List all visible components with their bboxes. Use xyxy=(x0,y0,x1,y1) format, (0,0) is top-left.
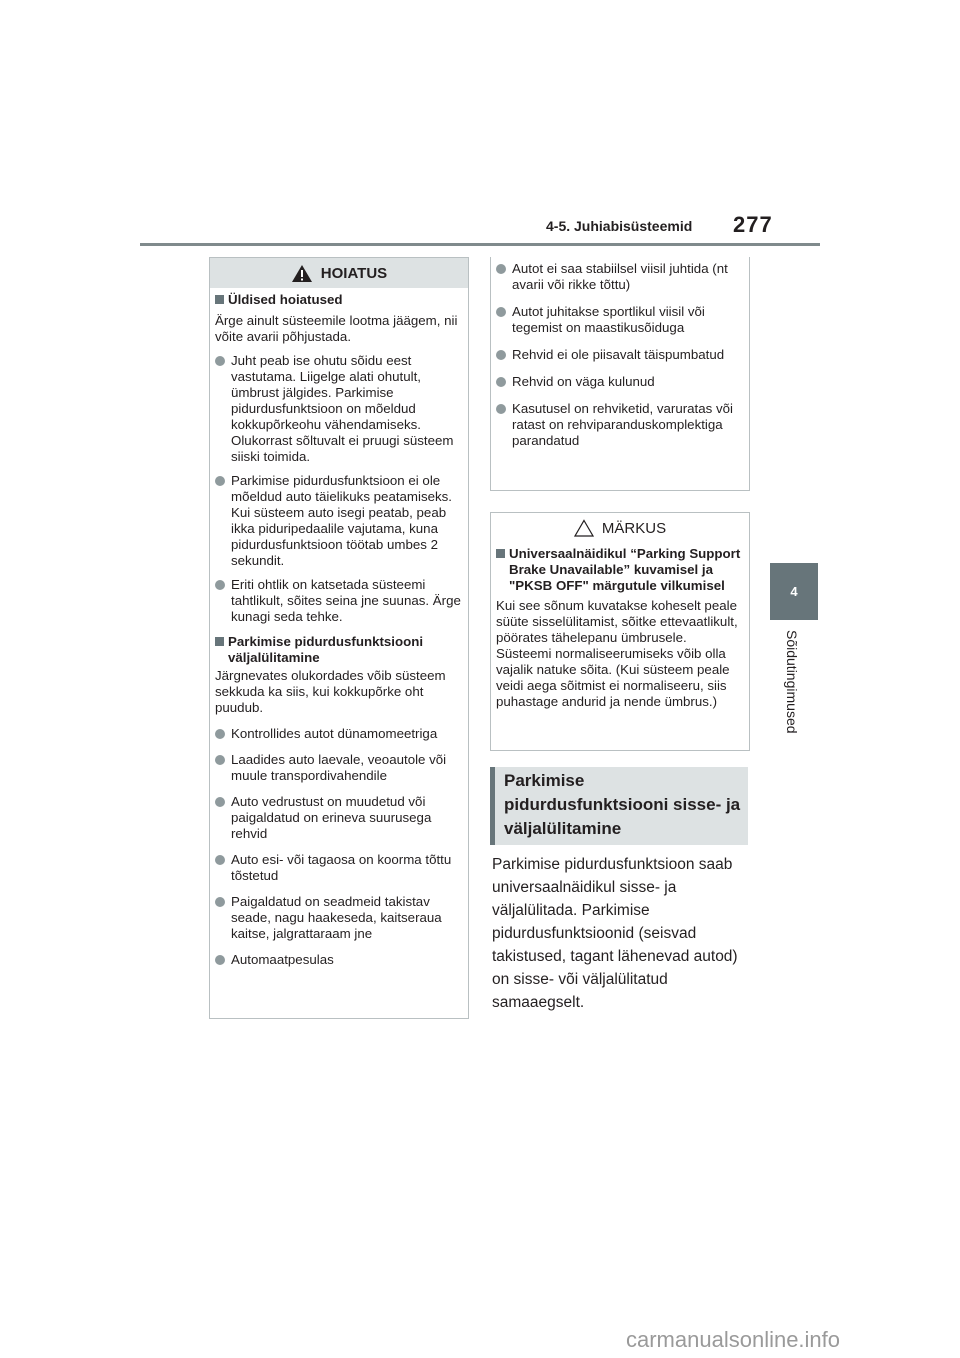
bullet-dot-icon xyxy=(496,377,506,387)
square-bullet-icon xyxy=(496,549,505,558)
bullet-dot-icon xyxy=(215,356,225,366)
list-item: Rehvid on väga kulunud xyxy=(496,374,743,390)
warning-heading-general: Üldised hoiatused xyxy=(215,292,462,308)
bullet-dot-icon xyxy=(215,955,225,965)
notice-heading: Universaalnäidikul “Parking Support Brake Unavailable” kuvamisel ja "PKSB OFF" märgutule vilkumisel xyxy=(496,546,743,594)
notice-paragraph: Kui see sõnum kuvatakse koheselt peale süüte sisselülitamist, sõitke ettevaatlikult, pöörates tähelepanu ümbrusele. Süsteemi normaliseerumiseks võib olla vajalik natuke sõita. (Kui süsteem peale veidi aega sõitmist ei normaliseeru, siis puhastage andurid ja nende ümbrus.) xyxy=(496,598,738,709)
section-header: 4-5. Juhiabisüsteemid xyxy=(546,218,693,234)
list-item: Paigaldatud on seadmeid takistav seade, nagu haakeseda, kaitseraua kaitse, jalgrattaraam jne xyxy=(215,894,462,942)
bullet-dot-icon xyxy=(496,350,506,360)
warning-paragraph: Ärge ainult süsteemile lootma jäägem, nii võite avarii põhjustada. xyxy=(215,313,458,344)
chapter-number: 4 xyxy=(790,584,798,599)
list-item: Autot juhitakse sportlikul viisil või tegemist on maastikusõiduga xyxy=(496,304,743,336)
bullet-dot-icon xyxy=(215,729,225,739)
list-item: Laadides auto laevale, veoautole või muule transpordivahendile xyxy=(215,752,462,784)
bullet-dot-icon xyxy=(215,797,225,807)
bullet-dot-icon xyxy=(215,476,225,486)
notice-box xyxy=(490,512,750,751)
bullet-dot-icon xyxy=(496,404,506,414)
caution-triangle-icon xyxy=(574,519,594,537)
list-item: Rehvid ei ole piisavalt täispumbatud xyxy=(496,347,743,363)
chapter-label-vertical xyxy=(784,630,804,750)
list-item: Eriti ohtlik on katsetada süsteemi tahtlikult, sõites seina jne suunas. Ärge kunagi seda tehke. xyxy=(215,577,462,625)
bullet-dot-icon xyxy=(215,755,225,765)
notice-header xyxy=(491,513,749,543)
warning-continued-box xyxy=(490,257,750,491)
notice-title: MÄRKUS xyxy=(601,519,667,537)
warning-title: HOIATUS xyxy=(320,264,388,282)
list-item: Autot ei saa stabiilsel viisil juhtida (nt avarii või rikke tõttu) xyxy=(496,261,743,293)
warning-box xyxy=(209,257,469,1019)
list-item: Kasutusel on rehviketid, varuratas või ratast on rehviparanduskomplektiga parandatud xyxy=(496,401,743,449)
list-item: Automaatpesulas xyxy=(215,952,462,968)
bullet-dot-icon xyxy=(215,855,225,865)
list-item: Auto vedrustust on muudetud või paigaldatud on erineva suurusega rehvid xyxy=(215,794,462,842)
header-divider xyxy=(140,243,820,246)
list-item: Auto esi- või tagaosa on koorma tõttu tõstetud xyxy=(215,852,462,884)
warning-heading-disable: Parkimise pidurdusfunktsiooni väljalülitamine xyxy=(215,634,462,666)
warning-triangle-icon xyxy=(291,264,313,283)
square-bullet-icon xyxy=(215,295,224,304)
bullet-dot-icon xyxy=(496,264,506,274)
watermark: carmanualsonline.info xyxy=(626,1327,841,1352)
list-item: Parkimise pidurdusfunktsioon ei ole mõeldud auto täielikuks peatamiseks. Kui süsteem auto isegi peatab, peab ikka piduripedaalile vajutama, kuna pidurdusfunktsioon töötab umbes 2 sekundit. xyxy=(215,473,462,569)
square-bullet-icon xyxy=(215,637,224,646)
section-body: Parkimise pidurdusfunktsioon saab universaalnäidikul sisse- ja väljalülitada. Parkimise pidurdusfunktsioonid (seisvad takistused, tagant lähenevad autod) on sisse- või väljalülitatud samaaegselt. xyxy=(492,856,738,1011)
bullet-dot-icon xyxy=(496,307,506,317)
heading-accent-bar xyxy=(490,767,495,845)
warning-header xyxy=(210,258,468,288)
warning-paragraph: Järgnevates olukordades võib süsteem sekkuda ka siis, kui kokkupõrke oht puudub. xyxy=(215,668,446,715)
chapter-label: Sõidutingimused xyxy=(784,630,800,734)
page-number: 277 xyxy=(733,212,773,237)
section-heading: Parkimise pidurdusfunktsiooni sisse- ja väljalülitamine xyxy=(504,771,741,838)
section-heading-box xyxy=(490,767,748,845)
bullet-dot-icon xyxy=(215,580,225,590)
list-item: Kontrollides autot dünamomeetriga xyxy=(215,726,462,742)
chapter-tab[interactable] xyxy=(770,563,818,620)
bullet-dot-icon xyxy=(215,897,225,907)
list-item: Juht peab ise ohutu sõidu eest vastutama. Liigelge alati ohutult, ümbrust jälgides. Parkimise pidurdusfunktsioon on mõeldud kokkupõrkeohu vähendamiseks. Olukorrast sõltuvalt ei pruugi süsteem siiski toimida. xyxy=(215,353,462,465)
